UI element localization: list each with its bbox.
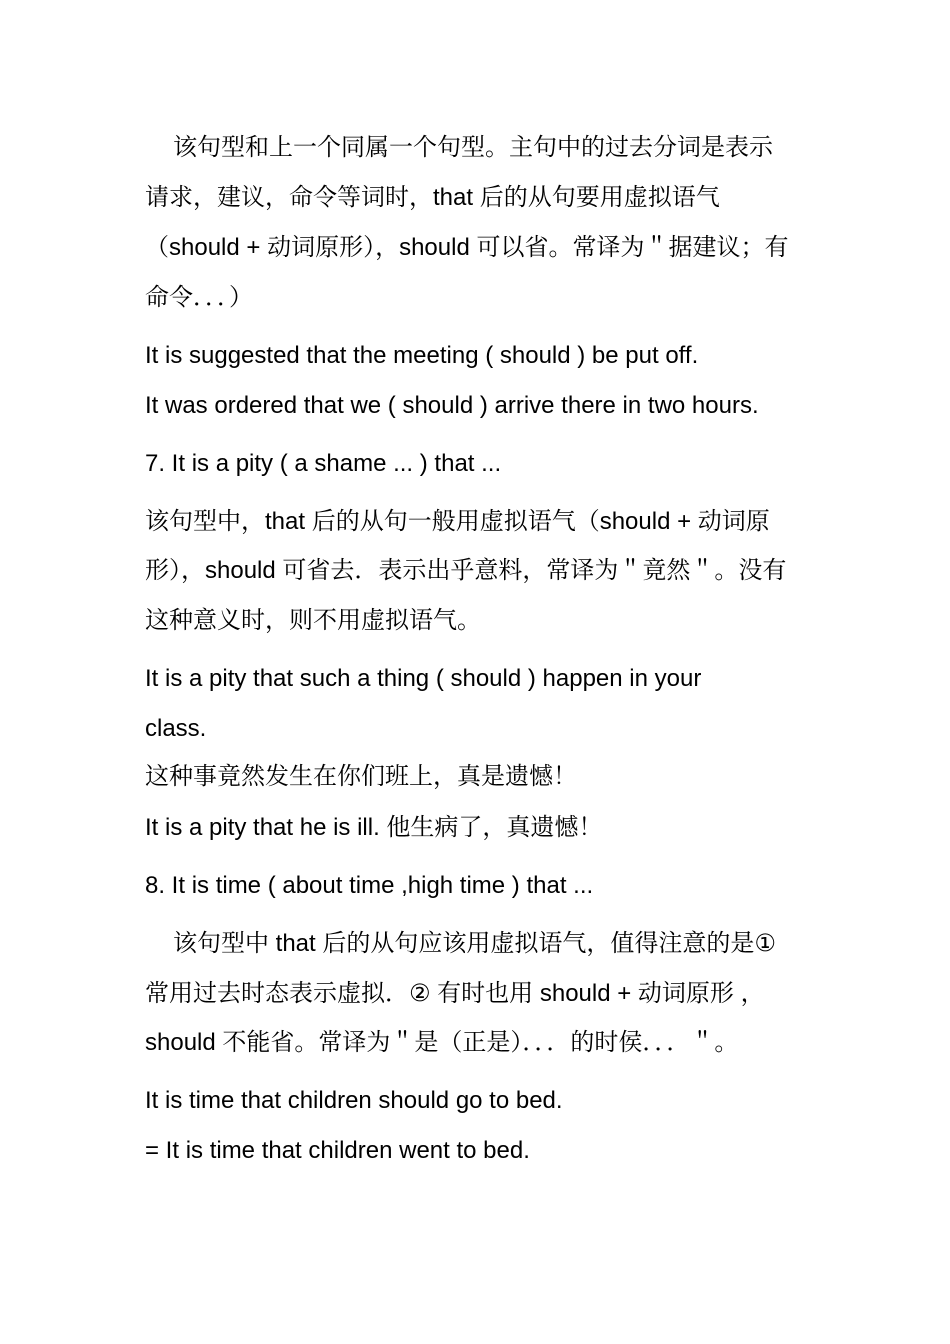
paragraph-line: 该句型中 that 后的从句应该用虚拟语气，值得注意的是① [173, 930, 776, 957]
paragraph-line: 形），should 可省去．表示出乎意料，常译为＂竟然＂。没有 [145, 557, 787, 584]
paragraph-line: 该句型和上一个同属一个句型。主句中的过去分词是表示 [173, 134, 773, 161]
example-sentence: It was ordered that we ( should ) arrive there in two hours. [145, 392, 759, 419]
paragraph-line: （should + 动词原形），should 可以省。常译为＂据建议；有 [145, 234, 789, 261]
example-sentence: It is a pity that such a thing ( should ) happen in your [145, 665, 702, 692]
paragraph-line: 常用过去时态表示虚拟．② 有时也用 should + 动词原形 ， [145, 980, 765, 1007]
section-heading: 7. It is a pity ( a shame ... ) that ... [145, 450, 502, 477]
paragraph-line: 该句型中，that 后的从句一般用虚拟语气（should + 动词原 [145, 508, 770, 535]
example-sentence: It is a pity that he is ill. 他生病了，真遗憾！ [145, 814, 603, 841]
example-sentence: = It is time that children went to bed. [145, 1137, 530, 1164]
paragraph-line: 这种意义时，则不用虚拟语气。 [145, 607, 481, 634]
paragraph-line: 请求，建议，命令等词时，that 后的从句要用虚拟语气 [145, 184, 720, 211]
translation-line: 这种事竟然发生在你们班上，真是遗憾！ [145, 763, 577, 790]
section-heading: 8. It is time ( about time ,high time ) that ... [145, 872, 594, 899]
paragraph-line: 命令．．．） [145, 284, 253, 311]
paragraph-line: should 不能省。常译为＂是（正是）．．．的时侯．．．＂。 [145, 1029, 739, 1056]
example-sentence: class. [145, 715, 207, 742]
example-sentence: It is suggested that the meeting ( should ) be put off. [145, 342, 699, 369]
example-sentence: It is time that children should go to bed. [145, 1087, 563, 1114]
